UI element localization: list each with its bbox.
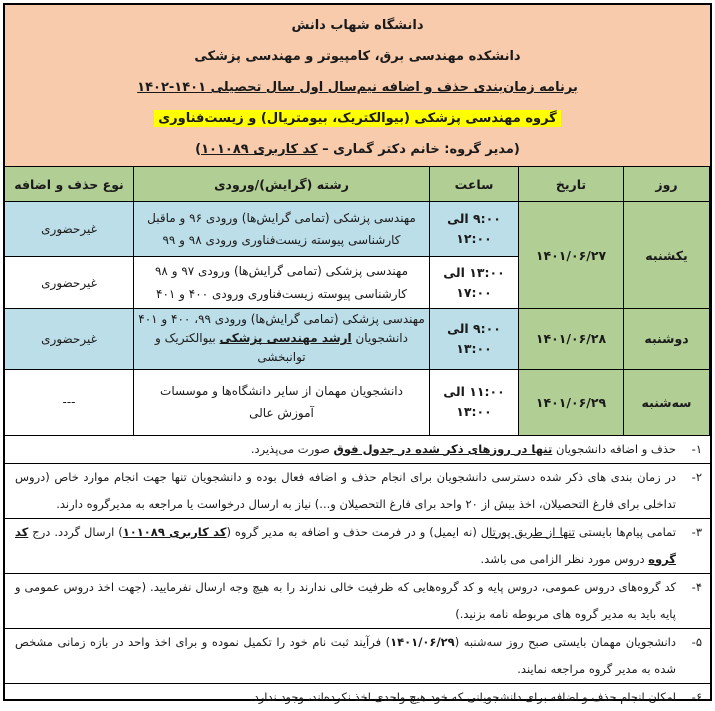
note-number: ۴-	[691, 579, 702, 594]
major-line: مهندسی پزشکی (تمامی گرایش‌ها) ورودی ۹۶ و ماقبل	[147, 210, 416, 225]
column-header-day: روز	[624, 167, 710, 202]
note-segment: دروس مورد نظر الزامی می باشد.	[480, 551, 649, 566]
time-line: ۹:۰۰ الی ۱۲:۰۰	[447, 211, 501, 246]
group-manager-line	[5, 134, 710, 165]
note-number: ۱-	[691, 441, 702, 456]
note-number: ۳-	[691, 524, 702, 539]
schedule-table	[4, 166, 710, 436]
time-line: ۱۷:۰۰	[456, 284, 492, 300]
note-segment: (نه ایمیل) و در فرمت حذف و اضافه به مدیر گروه (	[226, 524, 481, 539]
time-line: ۱۱:۰۰ الی	[443, 384, 505, 400]
day-cell: سه‌شنبه	[624, 369, 710, 435]
time-cell	[430, 257, 519, 309]
note-segment-group-code: کد گروه	[15, 524, 676, 566]
major-line: کارشناسی پیوسته زیست‌فناوری ورودی ۴۰۰ و ۴۰۱	[156, 286, 407, 301]
note-item-1	[5, 436, 710, 463]
major-text: دانشجویان	[351, 331, 408, 346]
day-cell: یکشنبه	[624, 202, 710, 309]
note-item-6	[5, 683, 710, 711]
university-name: دانشگاه شهاب دانش	[291, 18, 424, 33]
column-header-major: رشته (گرایش)/ورودی	[134, 167, 430, 202]
table-row	[5, 309, 710, 370]
major-cell	[134, 257, 430, 309]
table-row	[5, 369, 710, 435]
column-header-date: تاریخ	[519, 167, 624, 202]
document-container	[3, 3, 712, 704]
note-segment: ) فرآیند ثبت نام خود را تکمیل نموده و برای اخذ واحد در بازه زمانی مشخص شده به مدیر گروه مراجعه نمایند.	[15, 634, 676, 676]
group-title-highlight: گروه مهندسی پزشکی (بیوالکتریک، بیومتریال) و زیست‌فناوری	[154, 110, 561, 127]
note-segment-underline: تنها از طریق پورتال	[480, 524, 575, 539]
time-cell	[430, 202, 519, 257]
note-text: کد گروه‌های دروس عمومی، دروس پایه و کد گروه‌هایی که ظرفیت خالی ندارند را به هیچ وجه ارسال نفرمایید. (جهت اخذ دروس عمومی و پایه باید به مدیر گروه های مربوطه نامه بزنید.)	[15, 579, 676, 621]
note-number: ۲-	[691, 469, 702, 484]
column-header-type: نوع حذف و اضافه	[5, 167, 134, 202]
date-cell: ۱۴۰۱/۰۶/۲۹	[519, 369, 624, 435]
note-segment: ) ارسال گردد. درج	[28, 524, 123, 539]
table-header-row	[5, 167, 710, 202]
date-cell: ۱۴۰۱/۰۶/۲۷	[519, 202, 624, 309]
major-line: مهندسی پزشکی (تمامی گرایش‌ها) ورودی ۹۹، ۴۰۰ و ۴۰۱	[138, 312, 425, 326]
major-cell	[134, 369, 430, 435]
note-number: ۵-	[691, 634, 702, 649]
note-item-3	[5, 518, 710, 573]
note-segment-user-code: کد کاربری ۱۰۱۰۸۹	[122, 524, 227, 539]
note-text	[15, 436, 676, 463]
note-segment: تمامی پیام‌ها بایستی	[574, 524, 676, 539]
time-cell	[430, 369, 519, 435]
note-text	[15, 519, 676, 573]
manager-user-code: کد کاربری ۱۰۱۰۸۹	[201, 142, 318, 157]
manager-prefix: (مدیر گروه: خانم دکتر گماری –	[317, 142, 520, 157]
major-cell	[134, 309, 430, 370]
day-cell: دوشنبه	[624, 309, 710, 370]
manager-suffix: )	[195, 142, 202, 157]
group-title	[5, 103, 710, 134]
time-line: ۹:۰۰ الی ۱۳:۰۰	[447, 320, 501, 356]
type-cell: غیرحضوری	[5, 257, 134, 309]
note-segment-emphasis: تنها در روزهای ذکر شده در جدول فوق	[333, 441, 553, 456]
date-cell: ۱۴۰۱/۰۶/۲۸	[519, 309, 624, 370]
time-line: ۱۳:۰۰ الی	[443, 264, 505, 280]
notes-section	[5, 436, 710, 711]
document-header	[5, 5, 710, 166]
major-line: آموزش عالی	[249, 406, 314, 421]
major-line: دانشجویان مهمان از سایر دانشگاه‌ها و موسسات	[160, 383, 403, 398]
note-text: امکان انجام حذف و اضافه برای دانشجویانی که خود هیچ واحدی اخذ نکرده‌اند، وجود ندارد.	[249, 689, 676, 704]
program-title-text: برنامه زمان‌بندی حذف و اضافه نیم‌سال اول سال تحصیلی ۱۴۰۱-۱۴۰۲	[137, 80, 578, 95]
major-line: کارشناسی پیوسته زیست‌فناوری ورودی ۹۸ و ۹۹	[162, 233, 401, 247]
major-emphasis: ارشد مهندسی پزشکی	[219, 331, 352, 346]
note-text: در زمان بندی های ذکر شده دسترسی دانشجویان برای انجام حذف و اضافه فعال بوده و دانشجویان تنها جهت انجام موارد خاص (دروس تداخلی برای فارغ التحصیلان، اخذ بیش از ۲۰ واحد برای فارغ التحصیلان و...) نیاز به ارسال درخواست یا مراجعه به مدیرگروه دارند.	[15, 469, 676, 511]
time-line: ۱۳:۰۰	[456, 404, 492, 420]
major-line	[137, 329, 426, 367]
note-text	[15, 629, 676, 683]
major-line: مهندسی پزشکی (تمامی گرایش‌ها) ورودی ۹۷ و ۹۸	[154, 264, 408, 279]
type-cell: غیرحضوری	[5, 202, 134, 257]
major-cell	[134, 202, 430, 257]
note-segment: حذف و اضافه دانشجویان	[552, 441, 676, 456]
table-row	[5, 202, 710, 257]
type-cell: غیرحضوری	[5, 309, 134, 370]
note-number: ۶-	[691, 689, 702, 704]
note-segment: دانشجویان مهمان بایستی صبح روز سه‌شنبه (	[454, 634, 676, 649]
faculty-name: دانشکده مهندسی برق، کامپیوتر و مهندسی پزشکی	[194, 49, 521, 64]
time-cell	[430, 309, 519, 370]
program-title	[5, 72, 710, 103]
note-segment: صورت می‌پذیرد.	[250, 441, 334, 456]
note-item-4	[5, 573, 710, 628]
major-text: بیوالکتریک و توانبخشی	[155, 331, 306, 365]
note-segment-date: ۱۴۰۱/۰۶/۲۹	[390, 634, 455, 649]
note-item-5	[5, 628, 710, 683]
type-cell: ---	[5, 369, 134, 435]
column-header-time: ساعت	[430, 167, 519, 202]
note-item-2	[5, 463, 710, 518]
